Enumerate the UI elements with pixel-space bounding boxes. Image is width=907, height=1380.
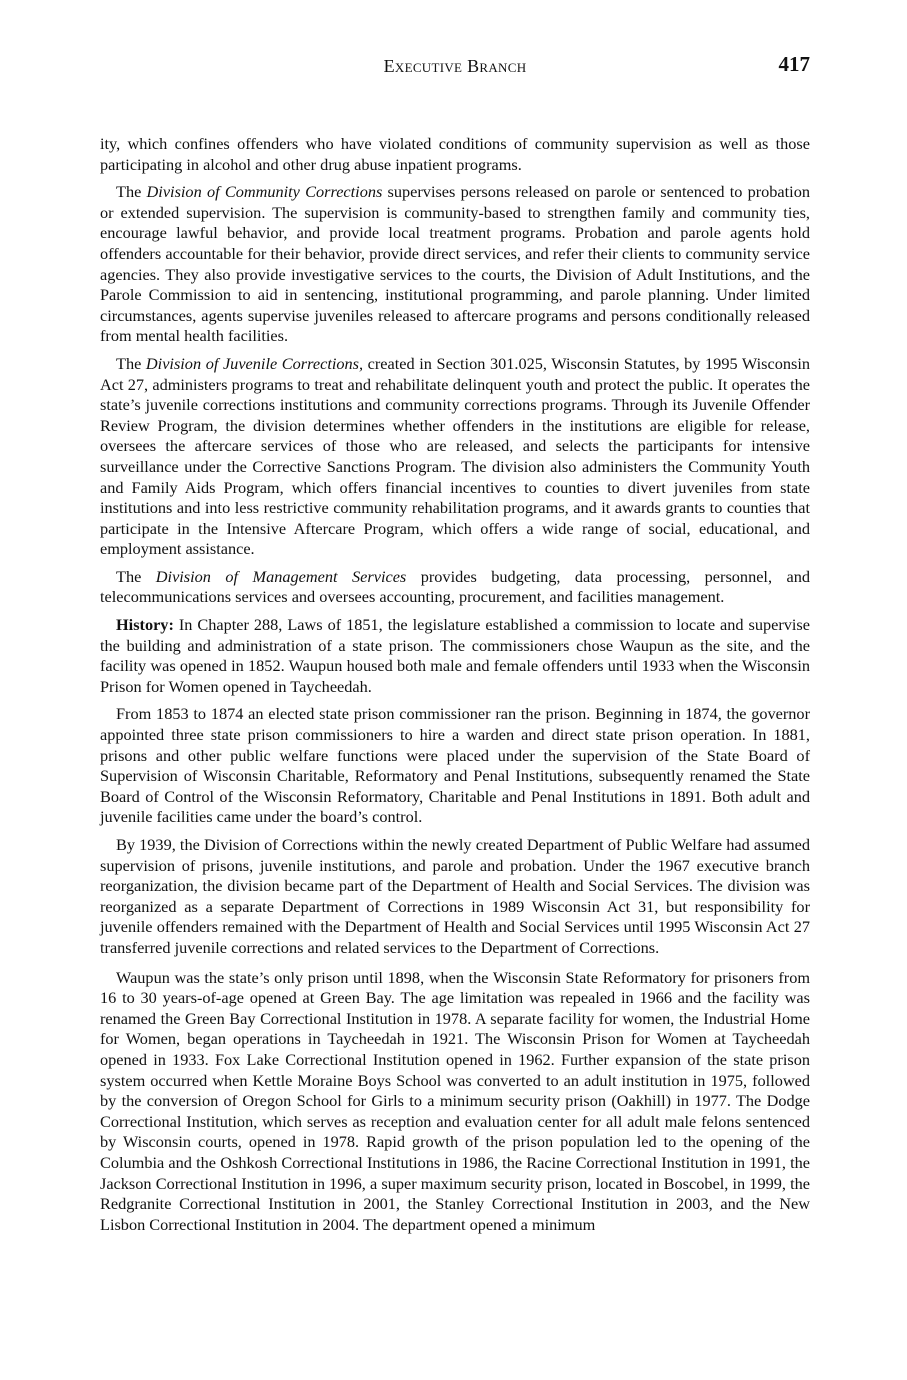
- paragraph-continuation: [100, 134, 810, 175]
- division-name: Division of Management Services: [155, 566, 407, 586]
- paragraph-lead: The: [116, 353, 146, 373]
- paragraph-text: By 1939, the Division of Corrections within the newly created Department of Public Welfare had assumed supervision of prisons, juvenile institutions, and parole and probation. Under the 1967 executive branch reorganization, the division became part of the Department of Health and Social Services. The division was reorganized as a separate Department of Corrections in 1989 Wisconsin Act 31, but responsibility for juvenile offenders remained with the Department of Health and Social Services until 1995 Wisconsin Act 27 transferred juvenile corrections and related services to the Department of Corrections.: [100, 835, 810, 957]
- paragraph-waupun: [100, 968, 810, 1236]
- body-text: [100, 134, 810, 1242]
- paragraph-juvenile-corrections: [100, 354, 810, 560]
- paragraph-text: provides budgeting, data processing, personnel, and telecommunications services and oversees accounting, procurement, and facilities management.: [100, 566, 811, 607]
- paragraph-history: [100, 615, 810, 697]
- paragraph-text: ity, which confines offenders who have violated conditions of community supervision as well as those participating in alcohol and other drug abuse inpatient programs.: [100, 134, 810, 174]
- history-heading: History:: [116, 615, 174, 635]
- paragraph-lead: The: [116, 566, 156, 586]
- paragraph-1939: [100, 835, 810, 959]
- paragraph-community-corrections: [100, 182, 810, 347]
- paragraph-1853-1874: [100, 704, 810, 828]
- paragraph-text: From 1853 to 1874 an elected state prison commissioner ran the prison. Beginning in 1874, the governor appointed three state prison commissioners to hire a warden and direct state prison operation. In 1881, prisons and other public welfare functions were placed under the supervision of the State Board of Supervision of Wisconsin Charitable, Reformatory and Penal Institutions, subsequently renamed the State Board of Control of the Wisconsin Reformatory, Charitable and Penal Institutions in 1891. Both adult and juvenile facilities came under the board’s control.: [100, 704, 810, 827]
- paragraph-text: supervises persons released on parole or sentenced to probation or extended supervision. The supervision is community-based to strengthen family and community ties, encourage lawful behavior, and provide local treatment programs. Probation and parole agents hold offenders accountable for their behavior, provide direct services, and refer their clients to community service agencies. They also provide investigative services to the courts, the Division of Adult Institutions, and the Parole Commission to aid in sentencing, institutional programming, and parole planning. Under limited circumstances, agents supervise juveniles released to aftercare programs and persons conditionally released from mental health facilities.: [100, 182, 810, 346]
- paragraph-text: In Chapter 288, Laws of 1851, the legislature established a commission to locate and supervise the building and administration of a state prison. The commissioners chose Waupun as the site, and the facility was opened in 1852. Waupun housed both male and female offenders until 1933 when the Wisconsin Prison for Women opened in Taycheedah.: [100, 615, 810, 696]
- division-name: Division of Community Corrections: [146, 182, 383, 202]
- page-header: [100, 50, 810, 82]
- paragraph-lead: The: [116, 182, 147, 202]
- page-number: 417: [778, 52, 810, 76]
- paragraph-text: Waupun was the state’s only prison until 1898, when the Wisconsin State Reformatory for prisoners from 16 to 30 years-of-age opened at Green Bay. The age limitation was repealed in 1966 and the facility was renamed the Green Bay Correctional Institution in 1978. A separate facility for women, the Industrial Home for Women, began operations in Taycheedah in 1921. The Wisconsin Prison for Women at Taycheedah opened in 1933. Fox Lake Correctional Institution opened in 1962. Further expansion of the state prison system occurred when Kettle Moraine Boys School was converted to an adult institution in 1975, followed by the conversion of Oregon School for Girls to a minimum security prison (Oakhill) in 1977. The Dodge Correctional Institution, which serves as reception and evaluation center for all adult male felons sentenced by Wisconsin courts, opened in 1978. Rapid growth of the prison population led to the opening of the Columbia and the Oshkosh Correctional Institutions in 1986, the Racine Correctional Institution in 1991, the Jackson Correctional Institution in 1996, a super maximum security prison, located in Boscobel, in 1999, the Redgranite Correctional Institution in 2001, the Stanley Correctional Institution in 2003, and the New Lisbon Correctional Institution in 2004. The department opened a minimum: [100, 967, 810, 1234]
- running-title: Executive Branch: [383, 56, 527, 76]
- paragraph-text: created in Section 301.025, Wisconsin Statutes, by 1995 Wisconsin Act 27, administers programs to treat and rehabilitate delinquent youth and protect the public. It operates the state’s juvenile corrections institutions and community corrections programs. Through its Juvenile Offender Review Program, the division determines whether offenders in the institutions are eligible for release, oversees the aftercare services of those who are released, and selects the participants for intensive surveillance under the Corrective Sanctions Program. The division also administers the Community Youth and Family Aids Program, which offers financial incentives to counties to divert juveniles from state institutions and into less restrictive community rehabilitation programs, and it awards grants to counties that participate in the Intensive Aftercare Program, which offers a wide range of social, educational, and employment assistance.: [100, 353, 810, 559]
- paragraph-management-services: [100, 567, 810, 608]
- division-name: Division of Juvenile Corrections,: [145, 353, 364, 373]
